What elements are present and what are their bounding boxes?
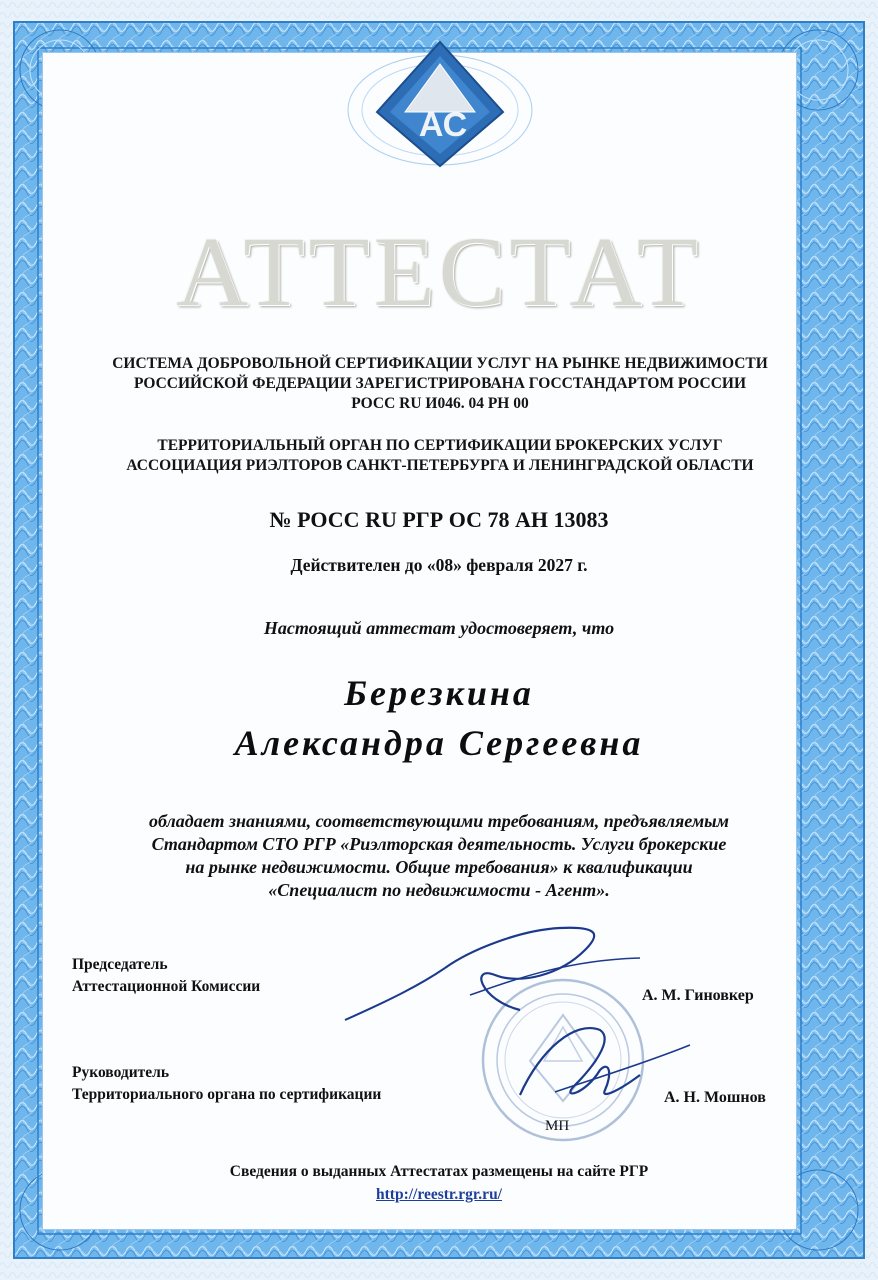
description-line-2: Стандартом СТО РГР «Риэлторская деятельность. Услуги брокерские — [151, 834, 727, 854]
description-line-1: обладает знаниями, соответствующими требованиям, предъявляемым — [149, 811, 729, 831]
registry-link-wrapper — [0, 1186, 878, 1204]
description-line-4: «Специалист по недвижимости - Агент». — [268, 880, 610, 900]
system-line-2: РОССИЙСКОЙ ФЕДЕРАЦИИ ЗАРЕГИСТРИРОВАНА ГОССТАНДАРТОМ РОССИИ — [133, 375, 747, 392]
association-logo — [345, 40, 535, 170]
system-line-1: СИСТЕМА ДОБРОВОЛЬНОЙ СЕРТИФИКАЦИИ УСЛУГ НА РЫНКЕ НЕДВИЖИМОСТИ — [112, 355, 768, 372]
head-title — [72, 1062, 381, 1106]
organ-line-1: ТЕРРИТОРИАЛЬНЫЙ ОРГАН ПО СЕРТИФИКАЦИИ БРОКЕРСКИХ УСЛУГ — [157, 437, 723, 454]
valid-until: Действителен до «08» февраля 2027 г. — [290, 555, 588, 575]
description-line-3: на рынке недвижимости. Общие требования» к квалификации — [185, 857, 693, 877]
chairman-title-line-2: Аттестационной Комиссии — [72, 978, 261, 995]
organ-line-2: АССОЦИАЦИЯ РИЭЛТОРОВ САНКТ-ПЕТЕРБУРГА И ЛЕНИНГРАДСКОЙ ОБЛАСТИ — [126, 457, 754, 474]
chairman-title-line-1: Председатель — [72, 956, 168, 973]
head-title-line-1: Руководитель — [72, 1064, 170, 1081]
person-surname: Березкина — [344, 673, 534, 713]
certificate-number: № РОСС RU РГР ОС 78 АН 13083 — [269, 507, 609, 532]
certification-system-block — [60, 354, 820, 414]
seal-label: МП — [545, 1118, 570, 1134]
chairman-name: А. М. Гиновкер — [642, 987, 754, 1004]
chairman-title — [72, 954, 260, 998]
head-title-line-2: Территориального органа по сертификации — [72, 1086, 382, 1103]
registry-link[interactable]: http://reestr.rgr.ru/ — [376, 1186, 502, 1203]
registry-note: Сведения о выданных Аттестатах размещены на сайте РГР — [229, 1163, 649, 1180]
person-given-names: Александра Сергеевна — [234, 723, 644, 763]
qualification-description — [40, 810, 838, 902]
document-title: АТТЕСТАТ — [176, 216, 702, 327]
certification-organ-block — [60, 436, 820, 476]
certificate-intro: Настоящий аттестат удостоверяет, что — [263, 618, 615, 638]
system-line-3: РОСС RU И046. 04 РН 00 — [351, 395, 529, 412]
svg-text:АС: АС — [418, 106, 468, 144]
head-name: А. Н. Мошнов — [664, 1089, 766, 1106]
